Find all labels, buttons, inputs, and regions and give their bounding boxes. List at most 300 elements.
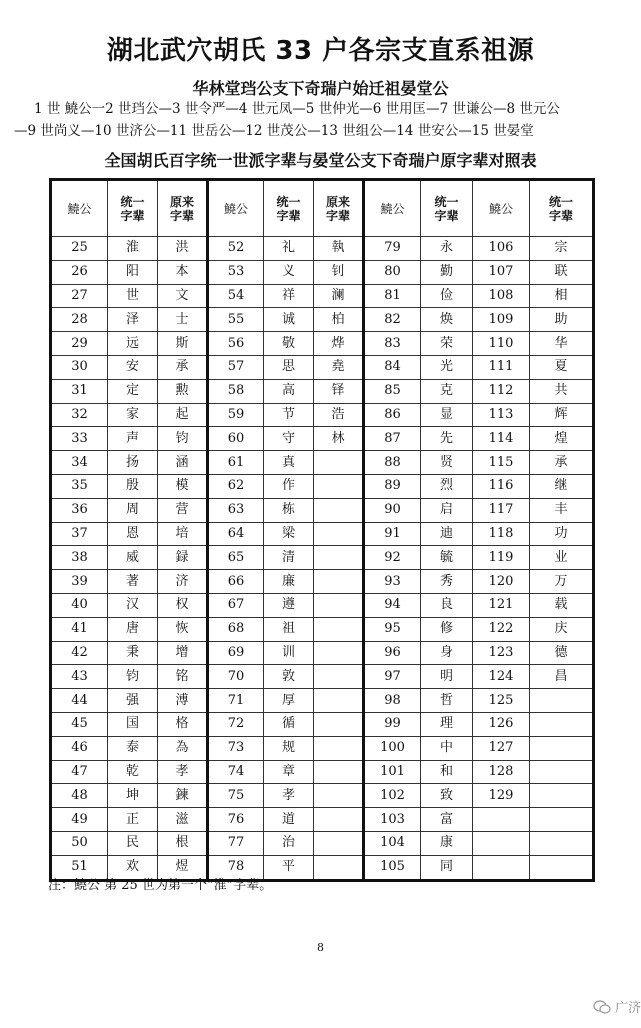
- cell-original: 铎: [314, 379, 364, 403]
- table-header-row: [51, 180, 594, 237]
- table-row: [51, 665, 594, 689]
- page-subtitle: 华林堂珰公支下奇瑞户始迁祖晏堂公: [192, 79, 449, 98]
- table-row: [51, 808, 594, 832]
- table-row: [51, 284, 594, 308]
- cell-unified: 泽: [108, 308, 158, 332]
- cell-original: [314, 808, 364, 832]
- cell-generation: 76: [208, 808, 264, 832]
- cell-unified: 承: [530, 451, 594, 475]
- cell-unified: 栋: [264, 498, 314, 522]
- header-unified-line1: 统一: [276, 194, 301, 209]
- cell-unified: 欢: [108, 855, 158, 880]
- cell-unified: 正: [108, 808, 158, 832]
- cell-unified: 诚: [264, 308, 314, 332]
- cell-unified: 迪: [421, 522, 473, 546]
- cell-unified: 富: [421, 808, 473, 832]
- cell-unified: 殷: [108, 474, 158, 498]
- cell-generation: 55: [208, 308, 264, 332]
- cell-unified: 道: [264, 808, 314, 832]
- header-generation: 鱙公: [208, 180, 264, 237]
- cell-generation: 61: [208, 451, 264, 475]
- cell-generation: 56: [208, 332, 264, 356]
- cell-unified: 修: [421, 617, 473, 641]
- cell-generation: 39: [51, 570, 108, 594]
- cell-unified: 国: [108, 712, 158, 736]
- table-row: [51, 784, 594, 808]
- cell-original: 堯: [314, 355, 364, 379]
- cell-generation: 46: [51, 736, 108, 760]
- cell-original: 济: [158, 570, 208, 594]
- cell-unified: 先: [421, 427, 473, 451]
- header-unified-line2: 字辈: [548, 208, 573, 223]
- cell-unified: [530, 689, 594, 713]
- cell-generation: [473, 831, 530, 855]
- cell-unified: 克: [421, 379, 473, 403]
- cell-generation: 32: [51, 403, 108, 427]
- cell-generation: 72: [208, 712, 264, 736]
- header-original-line2: 字辈: [325, 208, 350, 223]
- cell-generation: 30: [51, 355, 108, 379]
- cell-unified: 家: [108, 403, 158, 427]
- table-row: [51, 641, 594, 665]
- cell-original: 格: [158, 712, 208, 736]
- cell-unified: [530, 712, 594, 736]
- cell-generation: 111: [473, 355, 530, 379]
- cell-unified: 荣: [421, 332, 473, 356]
- lineage-line-2: —9 世尚义—10 世济公—11 世岳公—12 世茂公—13 世组公—14 世安公—15 世晏堂: [14, 123, 534, 139]
- cell-unified: 辉: [530, 403, 594, 427]
- table-row: [51, 474, 594, 498]
- table-row: [51, 689, 594, 713]
- cell-generation: 98: [364, 689, 421, 713]
- table-row: [51, 593, 594, 617]
- cell-generation: 84: [364, 355, 421, 379]
- cell-generation: 82: [364, 308, 421, 332]
- cell-unified: 声: [108, 427, 158, 451]
- cell-unified: 义: [264, 260, 314, 284]
- cell-original: [314, 498, 364, 522]
- cell-unified: 安: [108, 355, 158, 379]
- cell-unified: 庆: [530, 617, 594, 641]
- cell-original: 承: [158, 355, 208, 379]
- cell-generation: 100: [364, 736, 421, 760]
- header-original-line1: 原来: [169, 194, 194, 209]
- cell-generation: 123: [473, 641, 530, 665]
- table-row: [51, 522, 594, 546]
- cell-original: [314, 570, 364, 594]
- cell-generation: 64: [208, 522, 264, 546]
- table-row: [51, 308, 594, 332]
- cell-unified: 守: [264, 427, 314, 451]
- cell-original: 為: [158, 736, 208, 760]
- cell-generation: 73: [208, 736, 264, 760]
- cell-unified: 煌: [530, 427, 594, 451]
- cell-unified: 致: [421, 784, 473, 808]
- cell-generation: 57: [208, 355, 264, 379]
- cell-generation: 67: [208, 593, 264, 617]
- header-unified: [264, 180, 314, 237]
- cell-unified: 焕: [421, 308, 473, 332]
- cell-original: 铭: [158, 665, 208, 689]
- page-title: 湖北武穴胡氏 33 户各宗支直系祖源: [106, 36, 535, 66]
- table-row: [51, 379, 594, 403]
- cell-unified: 共: [530, 379, 594, 403]
- cell-original: 烨: [314, 332, 364, 356]
- cell-generation: 45: [51, 712, 108, 736]
- cell-generation: 107: [473, 260, 530, 284]
- cell-unified: 训: [264, 641, 314, 665]
- cell-original: [314, 474, 364, 498]
- comparison-table-container: [49, 178, 592, 875]
- cell-original: 柏: [314, 308, 364, 332]
- cell-original: 起: [158, 403, 208, 427]
- cell-unified: [530, 736, 594, 760]
- header-unified: [108, 180, 158, 237]
- table-row: [51, 712, 594, 736]
- cell-generation: 53: [208, 260, 264, 284]
- cell-original: 煜: [158, 855, 208, 880]
- cell-generation: 31: [51, 379, 108, 403]
- cell-unified: 相: [530, 284, 594, 308]
- cell-generation: 50: [51, 831, 108, 855]
- cell-generation: 117: [473, 498, 530, 522]
- cell-original: 澜: [314, 284, 364, 308]
- cell-original: [314, 617, 364, 641]
- header-generation: 鱙公: [473, 180, 530, 237]
- cell-generation: 109: [473, 308, 530, 332]
- comparison-table: [49, 178, 595, 882]
- cell-original: 本: [158, 260, 208, 284]
- cell-original: 鍊: [158, 784, 208, 808]
- cell-unified: [530, 855, 594, 880]
- cell-generation: [473, 855, 530, 880]
- cell-unified: 夏: [530, 355, 594, 379]
- cell-generation: 113: [473, 403, 530, 427]
- header-unified-line2: 字辈: [434, 208, 459, 223]
- cell-original: 增: [158, 641, 208, 665]
- cell-unified: 汉: [108, 593, 158, 617]
- cell-generation: 38: [51, 546, 108, 570]
- table-row: [51, 403, 594, 427]
- cell-unified: 万: [530, 570, 594, 594]
- cell-unified: 作: [264, 474, 314, 498]
- lineage-line-1: 1 世 鱙公一2 世珰公—3 世令严—4 世元凤—5 世仲光—6 世用匡—7 世谦公—8 世元公: [34, 101, 560, 117]
- cell-unified: 同: [421, 855, 473, 880]
- table-row: [51, 546, 594, 570]
- cell-unified: [530, 784, 594, 808]
- cell-original: [314, 641, 364, 665]
- cell-original: 浩: [314, 403, 364, 427]
- cell-unified: 秉: [108, 641, 158, 665]
- cell-unified: 明: [421, 665, 473, 689]
- cell-generation: 71: [208, 689, 264, 713]
- cell-unified: 乾: [108, 760, 158, 784]
- cell-generation: 60: [208, 427, 264, 451]
- cell-generation: 106: [473, 237, 530, 261]
- cell-unified: 联: [530, 260, 594, 284]
- cell-generation: 49: [51, 808, 108, 832]
- cell-unified: 清: [264, 546, 314, 570]
- cell-generation: 68: [208, 617, 264, 641]
- cell-unified: 规: [264, 736, 314, 760]
- table-title: 全国胡氏百字统一世派字辈与晏堂公支下奇瑞户原字辈对照表: [104, 151, 537, 170]
- cell-generation: 35: [51, 474, 108, 498]
- header-unified-line1: 统一: [120, 194, 145, 209]
- cell-generation: 69: [208, 641, 264, 665]
- cell-generation: 114: [473, 427, 530, 451]
- cell-unified: 昌: [530, 665, 594, 689]
- table-row: [51, 451, 594, 475]
- cell-generation: 122: [473, 617, 530, 641]
- cell-generation: 101: [364, 760, 421, 784]
- cell-unified: 强: [108, 689, 158, 713]
- cell-generation: 33: [51, 427, 108, 451]
- cell-generation: 43: [51, 665, 108, 689]
- cell-original: [314, 784, 364, 808]
- cell-original: 林: [314, 427, 364, 451]
- cell-original: 营: [158, 498, 208, 522]
- cell-unified: 华: [530, 332, 594, 356]
- wechat-icon: [593, 1000, 611, 1014]
- cell-original: 恢: [158, 617, 208, 641]
- cell-generation: 41: [51, 617, 108, 641]
- cell-generation: 37: [51, 522, 108, 546]
- cell-generation: 52: [208, 237, 264, 261]
- table-row: [51, 332, 594, 356]
- cell-generation: 115: [473, 451, 530, 475]
- cell-unified: 助: [530, 308, 594, 332]
- cell-unified: 康: [421, 831, 473, 855]
- cell-unified: 和: [421, 760, 473, 784]
- cell-generation: 51: [51, 855, 108, 880]
- cell-generation: 70: [208, 665, 264, 689]
- cell-unified: 良: [421, 593, 473, 617]
- cell-original: 執: [314, 237, 364, 261]
- table-row: [51, 736, 594, 760]
- header-unified: [421, 180, 473, 237]
- cell-unified: 远: [108, 332, 158, 356]
- cell-unified: 钧: [108, 665, 158, 689]
- cell-unified: 孝: [264, 784, 314, 808]
- watermark: [593, 997, 641, 1016]
- cell-generation: 79: [364, 237, 421, 261]
- header-unified-line1: 统一: [548, 194, 573, 209]
- cell-generation: 126: [473, 712, 530, 736]
- table-row: [51, 760, 594, 784]
- cell-generation: 48: [51, 784, 108, 808]
- header-original-line2: 字辈: [169, 208, 194, 223]
- cell-original: [314, 855, 364, 880]
- cell-generation: 83: [364, 332, 421, 356]
- cell-unified: 唐: [108, 617, 158, 641]
- cell-unified: 阳: [108, 260, 158, 284]
- cell-generation: 88: [364, 451, 421, 475]
- cell-generation: 99: [364, 712, 421, 736]
- cell-unified: 祖: [264, 617, 314, 641]
- cell-original: 模: [158, 474, 208, 498]
- cell-original: [314, 451, 364, 475]
- cell-unified: 贤: [421, 451, 473, 475]
- cell-generation: 27: [51, 284, 108, 308]
- cell-generation: 34: [51, 451, 108, 475]
- cell-original: 文: [158, 284, 208, 308]
- cell-unified: 载: [530, 593, 594, 617]
- cell-original: [314, 736, 364, 760]
- cell-unified: 著: [108, 570, 158, 594]
- cell-generation: 96: [364, 641, 421, 665]
- cell-unified: 高: [264, 379, 314, 403]
- cell-unified: 宗: [530, 237, 594, 261]
- cell-generation: 129: [473, 784, 530, 808]
- cell-generation: 108: [473, 284, 530, 308]
- cell-original: 録: [158, 546, 208, 570]
- cell-unified: 礼: [264, 237, 314, 261]
- cell-unified: 遵: [264, 593, 314, 617]
- cell-unified: 泰: [108, 736, 158, 760]
- cell-unified: 业: [530, 546, 594, 570]
- cell-unified: 功: [530, 522, 594, 546]
- cell-unified: 民: [108, 831, 158, 855]
- cell-generation: 97: [364, 665, 421, 689]
- cell-generation: 74: [208, 760, 264, 784]
- cell-generation: 91: [364, 522, 421, 546]
- cell-generation: 105: [364, 855, 421, 880]
- cell-unified: [530, 808, 594, 832]
- cell-generation: 120: [473, 570, 530, 594]
- cell-unified: 秀: [421, 570, 473, 594]
- header-unified: [530, 180, 594, 237]
- cell-unified: 毓: [421, 546, 473, 570]
- cell-generation: 65: [208, 546, 264, 570]
- cell-generation: 92: [364, 546, 421, 570]
- cell-generation: [473, 808, 530, 832]
- page-number: 8: [317, 941, 324, 954]
- cell-unified: 永: [421, 237, 473, 261]
- header-original: [314, 180, 364, 237]
- cell-generation: 63: [208, 498, 264, 522]
- header-unified-line2: 字辈: [276, 208, 301, 223]
- table-row: [51, 498, 594, 522]
- cell-generation: 36: [51, 498, 108, 522]
- cell-generation: 90: [364, 498, 421, 522]
- cell-generation: 125: [473, 689, 530, 713]
- table-body: [51, 237, 594, 881]
- cell-unified: 勤: [421, 260, 473, 284]
- cell-original: [314, 689, 364, 713]
- table-row: [51, 427, 594, 451]
- cell-generation: 86: [364, 403, 421, 427]
- cell-unified: 德: [530, 641, 594, 665]
- cell-original: 涵: [158, 451, 208, 475]
- cell-unified: 身: [421, 641, 473, 665]
- cell-unified: 周: [108, 498, 158, 522]
- table-row: [51, 260, 594, 284]
- cell-generation: 116: [473, 474, 530, 498]
- cell-original: [314, 760, 364, 784]
- cell-unified: 平: [264, 855, 314, 880]
- cell-generation: 28: [51, 308, 108, 332]
- cell-unified: 祥: [264, 284, 314, 308]
- table-row: [51, 355, 594, 379]
- cell-original: 勲: [158, 379, 208, 403]
- cell-generation: 128: [473, 760, 530, 784]
- cell-unified: 哲: [421, 689, 473, 713]
- table-row: [51, 570, 594, 594]
- cell-unified: [530, 760, 594, 784]
- cell-original: 斯: [158, 332, 208, 356]
- cell-original: 溥: [158, 689, 208, 713]
- cell-unified: 中: [421, 736, 473, 760]
- cell-generation: 54: [208, 284, 264, 308]
- cell-generation: 40: [51, 593, 108, 617]
- cell-generation: 81: [364, 284, 421, 308]
- cell-unified: 显: [421, 403, 473, 427]
- cell-generation: 29: [51, 332, 108, 356]
- cell-unified: 廉: [264, 570, 314, 594]
- cell-unified: 淮: [108, 237, 158, 261]
- cell-unified: 梁: [264, 522, 314, 546]
- cell-generation: 87: [364, 427, 421, 451]
- cell-unified: 丰: [530, 498, 594, 522]
- cell-unified: 敦: [264, 665, 314, 689]
- header-original-line1: 原来: [325, 194, 350, 209]
- cell-original: 根: [158, 831, 208, 855]
- cell-unified: 厚: [264, 689, 314, 713]
- cell-generation: 75: [208, 784, 264, 808]
- cell-original: 钧: [158, 427, 208, 451]
- cell-unified: 俭: [421, 284, 473, 308]
- cell-generation: 58: [208, 379, 264, 403]
- cell-unified: 世: [108, 284, 158, 308]
- cell-original: 滋: [158, 808, 208, 832]
- header-original: [158, 180, 208, 237]
- cell-original: [314, 831, 364, 855]
- cell-unified: 循: [264, 712, 314, 736]
- cell-generation: 59: [208, 403, 264, 427]
- header-unified-line1: 统一: [434, 194, 459, 209]
- cell-unified: 理: [421, 712, 473, 736]
- cell-generation: 94: [364, 593, 421, 617]
- cell-generation: 80: [364, 260, 421, 284]
- cell-original: [314, 712, 364, 736]
- cell-generation: 127: [473, 736, 530, 760]
- cell-generation: 47: [51, 760, 108, 784]
- cell-generation: 102: [364, 784, 421, 808]
- table-row: [51, 237, 594, 261]
- cell-generation: 110: [473, 332, 530, 356]
- cell-generation: 42: [51, 641, 108, 665]
- cell-original: [314, 665, 364, 689]
- cell-generation: 25: [51, 237, 108, 261]
- cell-unified: 坤: [108, 784, 158, 808]
- cell-generation: 118: [473, 522, 530, 546]
- cell-unified: [530, 831, 594, 855]
- cell-unified: 继: [530, 474, 594, 498]
- cell-original: 洪: [158, 237, 208, 261]
- cell-unified: 恩: [108, 522, 158, 546]
- cell-unified: 启: [421, 498, 473, 522]
- cell-generation: 66: [208, 570, 264, 594]
- cell-generation: 104: [364, 831, 421, 855]
- cell-generation: 85: [364, 379, 421, 403]
- cell-original: 权: [158, 593, 208, 617]
- watermark-text: 广济: [614, 1001, 641, 1016]
- cell-generation: 103: [364, 808, 421, 832]
- cell-generation: 93: [364, 570, 421, 594]
- cell-generation: 121: [473, 593, 530, 617]
- cell-original: [314, 522, 364, 546]
- cell-unified: 定: [108, 379, 158, 403]
